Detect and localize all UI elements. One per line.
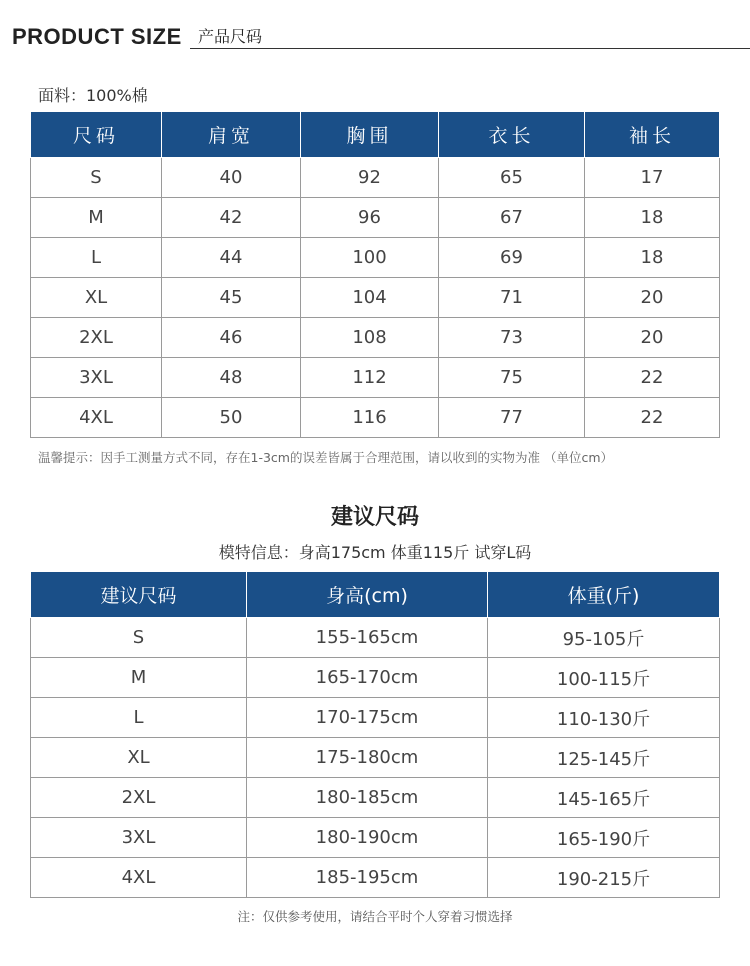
- table-row: [31, 778, 720, 818]
- table-row: [31, 238, 720, 278]
- table-row: [31, 858, 720, 898]
- size-table: [30, 111, 720, 438]
- table-cell: 104: [301, 278, 439, 318]
- table-row: [31, 358, 720, 398]
- recommend-footnote: 注：仅供参考使用，请结合平时个人穿着习惯选择: [237, 909, 513, 924]
- table-cell: 50: [162, 398, 301, 438]
- table-cell: 110-130斤: [488, 698, 720, 738]
- table-cell: 190-215斤: [488, 858, 720, 898]
- table-cell: 77: [439, 398, 585, 438]
- table-cell: 48: [162, 358, 301, 398]
- table-cell: 175-180cm: [247, 738, 488, 778]
- size-header-chest: 胸围: [301, 112, 439, 158]
- table-cell: M: [31, 198, 162, 238]
- table-cell: XL: [31, 278, 162, 318]
- table-cell: 44: [162, 238, 301, 278]
- table-cell: 67: [439, 198, 585, 238]
- table-cell: 40: [162, 158, 301, 198]
- table-cell: 73: [439, 318, 585, 358]
- table-cell: 165-190斤: [488, 818, 720, 858]
- table-cell: 108: [301, 318, 439, 358]
- table-row: [31, 618, 720, 658]
- recommend-table-header-row: [31, 572, 720, 618]
- table-cell: 42: [162, 198, 301, 238]
- table-cell: 65: [439, 158, 585, 198]
- table-cell: 170-175cm: [247, 698, 488, 738]
- table-cell: 180-185cm: [247, 778, 488, 818]
- table-row: [31, 158, 720, 198]
- table-cell: 22: [585, 398, 720, 438]
- size-header-size: 尺码: [31, 112, 162, 158]
- table-cell: S: [31, 618, 247, 658]
- table-cell: 3XL: [31, 358, 162, 398]
- table-cell: 20: [585, 318, 720, 358]
- table-cell: XL: [31, 738, 247, 778]
- table-cell: 112: [301, 358, 439, 398]
- table-row: [31, 278, 720, 318]
- table-row: [31, 198, 720, 238]
- table-cell: 45: [162, 278, 301, 318]
- table-cell: 2XL: [31, 318, 162, 358]
- table-cell: 180-190cm: [247, 818, 488, 858]
- table-cell: L: [31, 698, 247, 738]
- table-cell: 125-145斤: [488, 738, 720, 778]
- table-cell: 22: [585, 358, 720, 398]
- table-cell: 155-165cm: [247, 618, 488, 658]
- table-row: [31, 318, 720, 358]
- recommend-header-weight: 体重(斤): [488, 572, 720, 618]
- table-row: [31, 698, 720, 738]
- table-cell: 4XL: [31, 858, 247, 898]
- table-cell: 17: [585, 158, 720, 198]
- table-cell: 116: [301, 398, 439, 438]
- table-cell: 96: [301, 198, 439, 238]
- table-cell: 20: [585, 278, 720, 318]
- page-header: [12, 24, 750, 50]
- recommend-table: [30, 571, 720, 898]
- table-cell: 185-195cm: [247, 858, 488, 898]
- table-row: [31, 818, 720, 858]
- recommend-header-size: 建议尺码: [31, 572, 247, 618]
- table-cell: 46: [162, 318, 301, 358]
- material-label: 面料：100%棉: [38, 86, 148, 105]
- table-cell: 92: [301, 158, 439, 198]
- table-row: [31, 658, 720, 698]
- header-title-en: PRODUCT SIZE: [12, 24, 182, 49]
- table-cell: 100-115斤: [488, 658, 720, 698]
- table-cell: L: [31, 238, 162, 278]
- table-row: [31, 398, 720, 438]
- table-cell: 18: [585, 198, 720, 238]
- table-cell: 100: [301, 238, 439, 278]
- table-cell: 2XL: [31, 778, 247, 818]
- table-cell: 165-170cm: [247, 658, 488, 698]
- table-cell: S: [31, 158, 162, 198]
- header-divider: [190, 48, 750, 49]
- model-info: 模特信息：身高175cm 体重115斤 试穿L码: [218, 543, 532, 562]
- size-header-length: 衣长: [439, 112, 585, 158]
- recommend-header-height: 身高(cm): [247, 572, 488, 618]
- table-cell: 4XL: [31, 398, 162, 438]
- table-cell: 145-165斤: [488, 778, 720, 818]
- table-cell: M: [31, 658, 247, 698]
- table-row: [31, 738, 720, 778]
- recommend-title: 建议尺码: [330, 505, 419, 530]
- table-cell: 69: [439, 238, 585, 278]
- table-cell: 18: [585, 238, 720, 278]
- table-cell: 71: [439, 278, 585, 318]
- size-table-header-row: [31, 112, 720, 158]
- measurement-note: 温馨提示：因手工测量方式不同，存在1-3cm的误差皆属于合理范围，请以收到的实物为准 （单位cm）: [38, 450, 613, 465]
- size-header-sleeve: 袖长: [585, 112, 720, 158]
- header-title-cn: 产品尺码: [198, 27, 263, 46]
- size-header-shoulder: 肩宽: [162, 112, 301, 158]
- table-cell: 75: [439, 358, 585, 398]
- table-cell: 95-105斤: [488, 618, 720, 658]
- table-cell: 3XL: [31, 818, 247, 858]
